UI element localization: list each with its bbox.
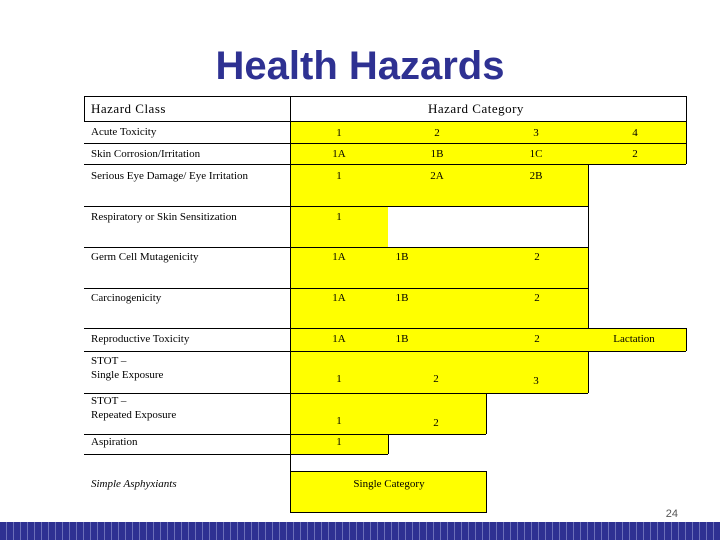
- rule-header-bottom: [84, 121, 686, 122]
- rule-right: [686, 96, 687, 164]
- rule-row: [84, 434, 486, 435]
- row-name-stot-single-line2: Single Exposure: [91, 369, 164, 381]
- value-germ-1a: 1A: [332, 251, 346, 263]
- value-skin-2: 2: [632, 148, 638, 160]
- rule-row: [84, 247, 588, 248]
- rule-row: [84, 206, 588, 207]
- value-acute-2: 2: [434, 127, 440, 139]
- value-carc-1a: 1A: [332, 292, 346, 304]
- rule-row: [84, 288, 588, 289]
- slide-title: Health Hazards: [215, 44, 505, 88]
- row-name-reproductive: Reproductive Toxicity: [91, 333, 190, 345]
- row-name-stot-repeated-line1: STOT –: [91, 395, 127, 407]
- value-repro-lactation: Lactation: [613, 333, 655, 345]
- rule-row: [84, 164, 686, 165]
- row-name-sensitization: Respiratory or Skin Sensitization: [91, 211, 237, 223]
- value-repro-2: 2: [534, 333, 540, 345]
- rule-right: [486, 471, 487, 513]
- value-skin-1b: 1B: [430, 148, 444, 160]
- value-repro-1a: 1A: [332, 333, 346, 345]
- value-stot-single-1: 1: [336, 373, 342, 385]
- value-eye-2a: 2A: [430, 170, 444, 182]
- rule-right: [588, 164, 589, 328]
- row-name-stot-repeated-line2: Repeated Exposure: [91, 409, 177, 421]
- rule-right: [588, 351, 589, 393]
- row-name-acute-toxicity: Acute Toxicity: [91, 126, 157, 138]
- value-carc-2: 2: [534, 292, 540, 304]
- value-acute-4: 4: [632, 127, 638, 139]
- value-germ-2: 2: [534, 251, 540, 263]
- cell-stot-repeated: [290, 393, 486, 434]
- value-skin-1c: 1C: [529, 148, 543, 160]
- row-name-aspiration: Aspiration: [91, 436, 138, 448]
- rule-row: [84, 454, 388, 455]
- value-carc-1b: 1B: [395, 292, 409, 304]
- value-germ-1b: 1B: [395, 251, 409, 263]
- header-hazard-category: Hazard Category: [428, 101, 524, 116]
- rule-right: [486, 393, 487, 434]
- value-asphyxiants-single: Single Category: [353, 478, 425, 490]
- rule-right: [686, 328, 687, 351]
- rule-row: [84, 351, 686, 352]
- value-eye-1: 1: [336, 170, 342, 182]
- value-stot-repeated-1: 1: [336, 415, 342, 427]
- rule-row: [84, 143, 686, 144]
- row-name-skin-corrosion: Skin Corrosion/Irritation: [91, 148, 201, 160]
- rule-left: [84, 96, 85, 121]
- value-sensitization-1: 1: [336, 211, 342, 223]
- value-repro-1b: 1B: [395, 333, 409, 345]
- header-hazard-class: Hazard Class: [91, 101, 166, 116]
- value-eye-2b: 2B: [529, 170, 543, 182]
- value-stot-single-2: 2: [433, 373, 439, 385]
- row-name-germ-cell: Germ Cell Mutagenicity: [91, 251, 199, 263]
- value-aspiration-1: 1: [336, 436, 342, 448]
- rule-header-top: [84, 96, 686, 97]
- cell-skin-corrosion: [290, 144, 686, 164]
- row-name-serious-eye: Serious Eye Damage/ Eye Irritation: [91, 170, 249, 182]
- footer-bar: [0, 522, 720, 540]
- rule-row: [290, 471, 486, 472]
- page-number: 24: [665, 508, 678, 520]
- row-name-carcinogenicity: Carcinogenicity: [91, 292, 162, 304]
- row-name-asphyxiants: Simple Asphyxiants: [91, 478, 177, 490]
- rule-right: [388, 434, 389, 454]
- value-acute-1: 1: [336, 127, 342, 139]
- value-stot-repeated-2: 2: [433, 417, 439, 429]
- rule-class-divider: [290, 96, 291, 513]
- cell-stot-single: [290, 351, 588, 393]
- row-name-stot-single-line1: STOT –: [91, 355, 127, 367]
- rule-row: [84, 328, 686, 329]
- rule-row: [84, 393, 588, 394]
- value-stot-single-3: 3: [533, 375, 539, 387]
- hazard-table: [84, 96, 686, 514]
- rule-bottom: [290, 512, 486, 513]
- value-acute-3: 3: [533, 127, 539, 139]
- value-skin-1a: 1A: [332, 148, 346, 160]
- cell-acute-toxicity: [290, 121, 686, 143]
